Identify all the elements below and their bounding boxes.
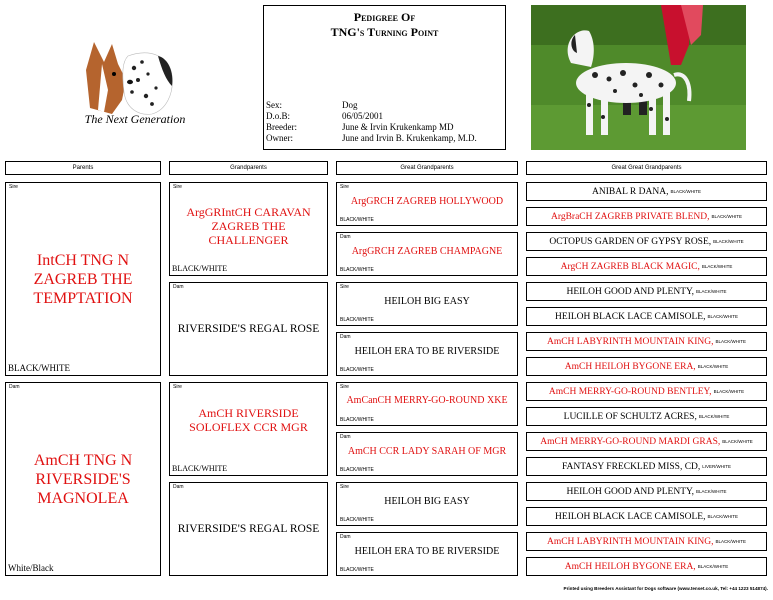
dalmatian-photo-image [531, 5, 746, 150]
gg-grandparent-5 [526, 282, 767, 301]
dam-label: Dam [173, 284, 184, 290]
great-grandparent-color: BLACK/WHITE [340, 317, 374, 323]
gg-color: BLACK/WHITE [713, 389, 745, 394]
gg-grandparent-14 [526, 507, 767, 526]
gg-color: BLACK/WHITE [722, 439, 753, 444]
great-grandparent-color: BLACK/WHITE [340, 467, 374, 473]
info-value: 06/05/2001 [342, 111, 384, 121]
header-grandparents: Grandparents [169, 161, 328, 175]
gg-grandparent-15 [526, 532, 767, 551]
sire-label: Sire [9, 184, 18, 190]
gg-color: BLACK/WHITE [698, 414, 730, 419]
grandparent-dam-dam [169, 482, 328, 576]
info-value: June & Irvin Krukenkamp MD [342, 122, 454, 132]
logo-text: The Next Generation [84, 112, 186, 126]
dam-label: Dam [340, 234, 351, 240]
logo [72, 30, 192, 135]
gg-name: AmCH HEILOH BYGONE ERA, [564, 561, 696, 572]
gg-color: BLACK/WHITE [696, 289, 727, 294]
great-grandparent-color: BLACK/WHITE [340, 267, 374, 273]
gg-grandparent-12 [526, 457, 767, 476]
parent-dam-name: AmCH TNG N RIVERSIDE'S MAGNOLEA [33, 451, 133, 507]
parent-dam [5, 382, 161, 576]
great-grandparent-name: ArgGRCH ZAGREB CHAMPAGNE [351, 245, 503, 257]
sire-label: Sire [173, 184, 182, 190]
header-great-great-grandparents: Great Great Grandparents [526, 161, 767, 175]
sire-label: Sire [340, 284, 349, 290]
dam-label: Dam [340, 534, 351, 540]
gg-grandparent-11 [526, 432, 767, 451]
great-grandparent-7 [336, 482, 518, 526]
great-grandparent-name: HEILOH BIG EASY [384, 295, 470, 307]
gg-grandparent-1 [526, 182, 767, 201]
info-label: D.o.B: [266, 111, 291, 121]
gg-color: BLACK/WHITE [713, 239, 744, 244]
gg-color: BLACK/WHITE [711, 214, 743, 219]
grandparent-name: RIVERSIDE'S REGAL ROSE [177, 323, 320, 335]
title-line2: TNG's Turning Point [330, 25, 439, 39]
info-value: June and Irvin B. Krukenkamp, M.D. [342, 133, 477, 143]
sire-label: Sire [340, 484, 349, 490]
sire-label: Sire [173, 384, 182, 390]
gg-color: BLACK/WHITE [707, 514, 738, 519]
gg-name: HEILOH GOOD AND PLENTY, [566, 286, 695, 297]
grandparent-color: BLACK/WHITE [172, 464, 228, 473]
gg-color: BLACK/WHITE [697, 564, 729, 569]
dam-label: Dam [9, 384, 20, 390]
gg-grandparent-10 [526, 407, 767, 426]
great-grandparent-3 [336, 282, 518, 326]
info-label: Sex: [266, 100, 283, 110]
gg-name: HEILOH BLACK LACE CAMISOLE, [555, 511, 706, 522]
parent-sire [5, 182, 161, 376]
gg-name: ArgBraCH ZAGREB PRIVATE BLEND, [550, 211, 710, 222]
dam-label: Dam [340, 334, 351, 340]
grandparent-dam-sire [169, 382, 328, 476]
gg-grandparent-9 [526, 382, 767, 401]
sire-label: Sire [340, 184, 349, 190]
parent-sire-color: BLACK/WHITE [8, 363, 70, 373]
gg-name: FANTASY FRECKLED MISS, CD, [561, 461, 701, 472]
gg-name: AmCH MERRY-GO-ROUND BENTLEY, [548, 386, 712, 397]
gg-color: BLACK/WHITE [701, 264, 733, 269]
great-grandparent-color: BLACK/WHITE [340, 417, 374, 423]
gg-grandparent-6 [526, 307, 767, 326]
grandparent-sire-dam [169, 282, 328, 376]
great-grandparent-name: AmCanCH MERRY-GO-ROUND XKE [346, 395, 508, 406]
gg-grandparent-4 [526, 257, 767, 276]
grandparent-color: BLACK/WHITE [172, 264, 228, 273]
grandparent-sire-sire [169, 182, 328, 276]
gg-name: OCTOPUS GARDEN OF GYPSY ROSE, [549, 236, 712, 247]
great-grandparent-name: ArgGRCH ZAGREB HOLLYWOOD [350, 195, 504, 207]
gg-color: BLACK/WHITE [697, 364, 729, 369]
dog-photo [531, 5, 746, 150]
great-grandparent-color: BLACK/WHITE [340, 217, 374, 223]
gg-name: HEILOH GOOD AND PLENTY, [566, 486, 695, 497]
grandparent-name: AmCH RIVERSIDE SOLOFLEX CCR MGR [189, 406, 308, 434]
info-table [266, 100, 504, 144]
sire-label: Sire [340, 384, 349, 390]
gg-color: BLACK/WHITE [696, 489, 727, 494]
parent-dam-color: White/Black [8, 563, 54, 573]
footer-note: Printed using Breeders Assistant for Dogs software (www.tenset.co.uk, Tel: +44 1223 514874). [563, 586, 768, 591]
title-line1: Pedigree Of [353, 10, 416, 24]
great-grandparent-5 [336, 382, 518, 426]
great-grandparent-6 [336, 432, 518, 476]
gg-grandparent-3 [526, 232, 767, 251]
gg-name: AmCH LABYRINTH MOUNTAIN KING, [546, 336, 714, 347]
gg-name: AmCH HEILOH BYGONE ERA, [564, 361, 696, 372]
gg-name: LUCILLE OF SCHULTZ ACRES, [563, 411, 697, 422]
info-value: Dog [342, 100, 358, 110]
info-label: Owner: [266, 133, 293, 143]
gg-name: AmCH MERRY-GO-ROUND MARDI GRAS, [540, 436, 721, 447]
header-parents: Parents [5, 161, 161, 175]
gg-name: ANIBAL R DANA, [592, 186, 669, 197]
gg-color: LIVER/WHITE [702, 464, 732, 469]
great-grandparent-name: HEILOH ERA TO BE RIVERSIDE [354, 545, 500, 557]
title-box [263, 5, 506, 150]
dam-label: Dam [340, 434, 351, 440]
parent-sire-name: IntCH TNG N ZAGREB THE TEMPTATION [33, 251, 133, 307]
gg-grandparent-7 [526, 332, 767, 351]
gg-name: AmCH LABYRINTH MOUNTAIN KING, [546, 536, 714, 547]
dam-label: Dam [173, 484, 184, 490]
great-grandparent-4 [336, 332, 518, 376]
grandparent-name: RIVERSIDE'S REGAL ROSE [177, 523, 320, 535]
great-grandparent-2 [336, 232, 518, 276]
gg-color: BLACK/WHITE [670, 189, 701, 194]
gg-grandparent-8 [526, 357, 767, 376]
gg-color: BLACK/WHITE [715, 339, 747, 344]
great-grandparent-name: HEILOH ERA TO BE RIVERSIDE [354, 345, 500, 357]
gg-color: BLACK/WHITE [715, 539, 747, 544]
great-grandparent-8 [336, 532, 518, 576]
great-grandparent-name: AmCH CCR LADY SARAH OF MGR [347, 445, 507, 457]
gg-color: BLACK/WHITE [707, 314, 738, 319]
great-grandparent-color: BLACK/WHITE [340, 567, 374, 573]
gg-grandparent-13 [526, 482, 767, 501]
great-grandparent-color: BLACK/WHITE [340, 517, 374, 523]
gg-grandparent-2 [526, 207, 767, 226]
gg-grandparent-16 [526, 557, 767, 576]
great-grandparent-color: BLACK/WHITE [340, 367, 374, 373]
grandparent-name: ArgGRIntCH CARAVAN ZAGREB THE CHALLENGER [186, 205, 311, 247]
header-great-grandparents: Great Grandparents [336, 161, 518, 175]
info-label: Breeder: [266, 122, 297, 132]
gg-name: HEILOH BLACK LACE CAMISOLE, [555, 311, 706, 322]
great-grandparent-name: HEILOH BIG EASY [384, 495, 470, 507]
great-grandparent-1 [336, 182, 518, 226]
gg-name: ArgCH ZAGREB BLACK MAGIC, [560, 261, 700, 272]
